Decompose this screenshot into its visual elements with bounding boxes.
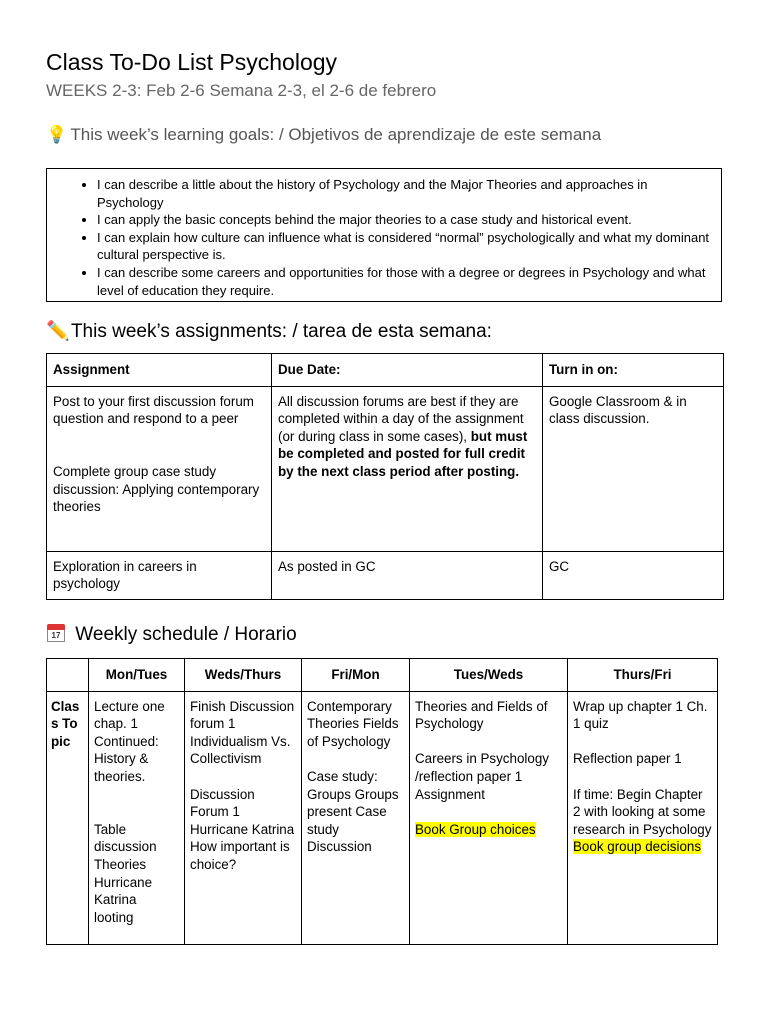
column-header-due-date: Due Date:	[272, 354, 543, 387]
schedule-table	[46, 658, 718, 945]
table-row	[47, 386, 724, 551]
schedule-heading	[46, 621, 297, 649]
schedule-text: Wrap up chapter 1 Ch. 1 quiz	[573, 698, 708, 732]
schedule-cell-thurs-fri	[568, 691, 718, 944]
table-header-row	[47, 659, 718, 692]
schedule-cell-weds-thurs	[185, 691, 302, 944]
schedule-text: Finish Discussion forum 1 Individualism Vs. Collectivism	[190, 698, 295, 767]
goal-item: • I can explain how culture can influence what is considered “normal” psychologically and what my dominant cultural perspective is.	[97, 229, 711, 264]
assignments-heading	[46, 318, 492, 346]
column-header-turn-in: Turn in on:	[543, 354, 724, 387]
schedule-cell-fri-mon	[302, 691, 410, 944]
assignment-cell: Exploration in careers in psychology	[47, 551, 272, 599]
due-date-text: All discussion forums are best if they are completed within a day of the assignment (or during class in some cases),	[278, 393, 524, 444]
schedule-cell-tues-weds	[410, 691, 568, 944]
goals-box	[46, 168, 722, 302]
highlighted-text: Book Group choices	[415, 821, 536, 837]
row-header-class-topic: Class Topic	[47, 691, 89, 944]
schedule-heading-text: Weekly schedule / Horario	[75, 624, 297, 645]
column-header-blank	[47, 659, 89, 692]
due-date-cell	[272, 386, 543, 551]
schedule-text: Careers in Psychology /reflection paper 1 Assignment	[415, 751, 549, 802]
lightbulb-icon: 💡	[46, 125, 68, 144]
due-date-cell: As posted in GC	[272, 551, 543, 599]
goal-item: • I can describe some careers and opportunities for those with a degree or degrees in Psychology and what level of education they require.	[97, 264, 711, 299]
page-title: Class To-Do List Psychology	[46, 49, 338, 75]
schedule-text: Lecture one chap. 1 Continued: History & theories.	[94, 698, 165, 784]
schedule-text: Discussion Forum 1 Hurricane Katrina How important is choice?	[190, 786, 295, 872]
schedule-text: Reflection paper 1	[573, 751, 682, 767]
assignment-text: Complete group case study discussion: Applying contemporary theories	[53, 463, 260, 515]
column-header-tues-weds: Tues/Weds	[410, 659, 568, 692]
goals-list	[47, 169, 721, 299]
schedule-text: Theories and Fields of Psychology	[415, 698, 548, 732]
column-header-weds-thurs: Weds/Thurs	[185, 659, 302, 692]
assignment-text: Post to your first discussion forum question and respond to a peer	[53, 393, 254, 427]
schedule-text: Table discussion Theories Hurricane Katrina looting	[94, 821, 157, 925]
assignments-table	[46, 353, 724, 600]
schedule-text: If time: Begin Chapter 2 with looking at some research in Psychology	[573, 786, 712, 837]
goals-heading-text: This week’s learning goals: / Objetivos de aprendizaje de este semana	[70, 125, 602, 144]
schedule-text: Case study: Groups Groups present Case study Discussion	[307, 768, 399, 855]
assignments-heading-text: This week’s assignments: / tarea de esta semana:	[70, 321, 492, 342]
goals-heading	[46, 122, 601, 148]
table-header-row	[47, 354, 724, 387]
turn-in-cell: Google Classroom & in class discussion.	[543, 386, 724, 551]
turn-in-cell: GC	[543, 551, 724, 599]
assignment-cell	[47, 386, 272, 551]
highlighted-text: Book group decisions	[573, 839, 702, 855]
column-header-thurs-fri: Thurs/Fri	[568, 659, 718, 692]
table-row	[47, 551, 724, 599]
page-subtitle: WEEKS 2-3: Feb 2-6 Semana 2-3, el 2-6 de febrero	[46, 81, 437, 100]
calendar-icon-day: 17	[47, 630, 65, 642]
table-row	[47, 691, 718, 944]
schedule-cell-mon-tues	[89, 691, 185, 944]
column-header-assignment: Assignment	[47, 354, 272, 387]
column-header-fri-mon: Fri/Mon	[302, 659, 410, 692]
calendar-icon	[46, 623, 66, 643]
schedule-text: Contemporary Theories Fields of Psychology	[307, 698, 399, 749]
goal-item: • I can describe a little about the history of Psychology and the Major Theories and approaches in Psychology	[97, 176, 711, 211]
goal-item: • I can apply the basic concepts behind the major theories to a case study and historical event.	[97, 211, 711, 229]
column-header-mon-tues: Mon/Tues	[89, 659, 185, 692]
pencil-icon: ✏️	[46, 321, 70, 342]
due-date-emphasis: but must be completed and posted for full credit by the next class period after posting.	[278, 428, 528, 479]
